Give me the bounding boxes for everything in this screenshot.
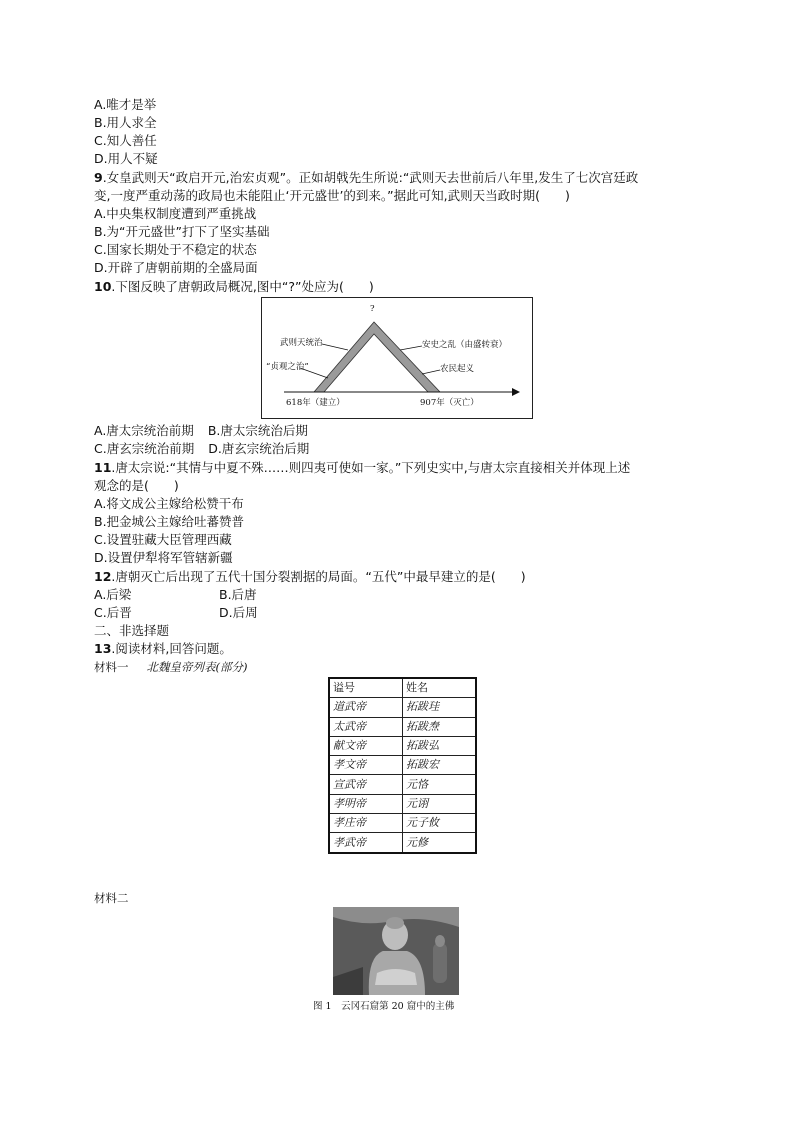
q11-option-a: A.将文成公主嫁给松赞干布 bbox=[94, 496, 244, 511]
table-cell: 宣武帝 bbox=[329, 775, 403, 794]
table-row bbox=[329, 775, 476, 794]
q11-option-c: C.设置驻藏大臣管理西藏 bbox=[94, 532, 232, 547]
table-cell: 元修 bbox=[403, 833, 477, 853]
q10-option-c: C.唐玄宗统治前期 bbox=[94, 441, 195, 456]
q8-option-c: C.知人善任 bbox=[94, 133, 157, 148]
q11-text-1: .唐太宗说:“其情与中夏不殊……则四夷可使如一家。”下列史实中,与唐太宗直接相关并体现上述 bbox=[111, 460, 631, 475]
table-cell: 拓跋珪 bbox=[403, 698, 477, 717]
table-cell: 拓跋弘 bbox=[403, 736, 477, 755]
table-cell: 拓跋宏 bbox=[403, 756, 477, 775]
material1-title: 北魏皇帝列表(部分) bbox=[146, 660, 248, 674]
q13-number: 13 bbox=[94, 641, 112, 656]
q9-option-a: A.中央集权制度遭到严重挑战 bbox=[94, 206, 257, 221]
q9-stem-line1 bbox=[94, 169, 638, 187]
q9-number: 9 bbox=[94, 170, 103, 185]
table-cell: 拓跋焘 bbox=[403, 717, 477, 736]
q9-stem-line2: 变,一度严重动荡的政局也未能阻止‘开元盛世’的到来。”据此可知,武则天当政时期( ) bbox=[94, 188, 570, 203]
table-row bbox=[329, 717, 476, 736]
q10-stem bbox=[94, 278, 374, 296]
material2-label: 材料二 bbox=[94, 891, 129, 905]
table-header-row bbox=[329, 678, 476, 698]
tang-politics-diagram bbox=[261, 297, 533, 419]
table-cell: 献文帝 bbox=[329, 736, 403, 755]
material1-heading bbox=[94, 658, 247, 676]
northern-wei-emperor-table bbox=[328, 677, 477, 854]
rise-fall-mountain bbox=[314, 322, 440, 392]
q11-option-d: D.设置伊犁将军管辖新疆 bbox=[94, 550, 233, 565]
q12-option-b: B.后唐 bbox=[219, 587, 257, 602]
q8-option-a: A.唯才是举 bbox=[94, 97, 157, 112]
q9-text-1: .女皇武则天“政启开元,治宏贞观”。正如胡戟先生所说:“武则天去世前后八年里,发生了七次宫廷政 bbox=[102, 170, 639, 185]
q12-text: .唐朝灭亡后出现了五代十国分裂割据的局面。“五代”中最早建立的是( ) bbox=[111, 569, 526, 584]
q10-option-d: D.唐玄宗统治后期 bbox=[208, 441, 310, 456]
q11-stem-line2: 观念的是( ) bbox=[94, 478, 179, 493]
table-cell: 元诩 bbox=[403, 794, 477, 813]
q12-options-row2 bbox=[94, 604, 258, 622]
figure-caption: 图 1 云冈石窟第 20 窟中的主佛 bbox=[313, 1001, 455, 1012]
q10-text: .下图反映了唐朝政局概况,图中“?”处应为( ) bbox=[111, 279, 374, 294]
q10-number: 10 bbox=[94, 279, 112, 294]
leader-anshi bbox=[400, 346, 422, 350]
q9-option-c: C.国家长期处于不稳定的状态 bbox=[94, 242, 257, 257]
material1-label: 材料一 bbox=[94, 660, 129, 674]
q10-options-row2 bbox=[94, 440, 309, 458]
q9-option-d: D.开辟了唐朝前期的全盛局面 bbox=[94, 260, 258, 275]
q12-option-c: C.后晋 bbox=[94, 605, 132, 620]
table-cell: 元子攸 bbox=[403, 814, 477, 833]
table-cell: 孝庄帝 bbox=[329, 814, 403, 833]
time-axis-arrowhead bbox=[512, 388, 520, 396]
buddha-illustration bbox=[333, 907, 459, 995]
diagram-label-zhenguan: “贞观之治” bbox=[266, 362, 309, 372]
q10-options-row1 bbox=[94, 422, 308, 440]
table-header-name: 姓名 bbox=[403, 678, 477, 698]
table-row bbox=[329, 833, 476, 853]
table-row bbox=[329, 698, 476, 717]
leader-wuzetian bbox=[322, 344, 348, 350]
q10-option-a: A.唐太宗统治前期 bbox=[94, 423, 194, 438]
q10-option-b: B.唐太宗统治后期 bbox=[207, 423, 308, 438]
diagram-label-peasant: 农民起义 bbox=[440, 364, 475, 374]
diagram-label-wuzetian: 武则天统治 bbox=[280, 338, 323, 348]
table-row bbox=[329, 814, 476, 833]
q11-option-b: B.把金城公主嫁给吐蕃赞普 bbox=[94, 514, 245, 529]
q13-stem bbox=[94, 640, 232, 658]
q12-option-d: D.后周 bbox=[219, 605, 258, 620]
q8-option-b: B.用人求全 bbox=[94, 115, 157, 130]
table-row bbox=[329, 736, 476, 755]
q8-option-d: D.用人不疑 bbox=[94, 151, 158, 166]
diagram-label-anshi: 安史之乱（由盛转衰） bbox=[422, 340, 508, 350]
q13-text: .阅读材料,回答问题。 bbox=[111, 641, 232, 656]
table-row bbox=[329, 756, 476, 775]
diagram-label-end: 907年（灭亡） bbox=[420, 398, 479, 408]
table-header-posthumous: 谥号 bbox=[329, 678, 403, 698]
q12-number: 12 bbox=[94, 569, 112, 584]
table-cell: 元恪 bbox=[403, 775, 477, 794]
section-heading-nonchoice: 二、非选择题 bbox=[94, 623, 170, 638]
leader-peasant bbox=[422, 370, 440, 374]
table-cell: 道武帝 bbox=[329, 698, 403, 717]
diagram-label-start: 618年（建立） bbox=[286, 398, 345, 408]
q11-number: 11 bbox=[94, 460, 112, 475]
diagram-peak-label: ? bbox=[370, 304, 375, 314]
table-cell: 孝文帝 bbox=[329, 756, 403, 775]
table-cell: 孝武帝 bbox=[329, 833, 403, 853]
q11-stem-line1 bbox=[94, 459, 630, 477]
yungang-buddha-photo bbox=[333, 907, 459, 995]
q12-option-a: A.后梁 bbox=[94, 587, 132, 602]
q12-stem bbox=[94, 568, 526, 586]
q12-options-row1 bbox=[94, 586, 257, 604]
table-cell: 孝明帝 bbox=[329, 794, 403, 813]
q9-option-b: B.为“开元盛世”打下了坚实基础 bbox=[94, 224, 270, 239]
table-cell: 太武帝 bbox=[329, 717, 403, 736]
table-row bbox=[329, 794, 476, 813]
